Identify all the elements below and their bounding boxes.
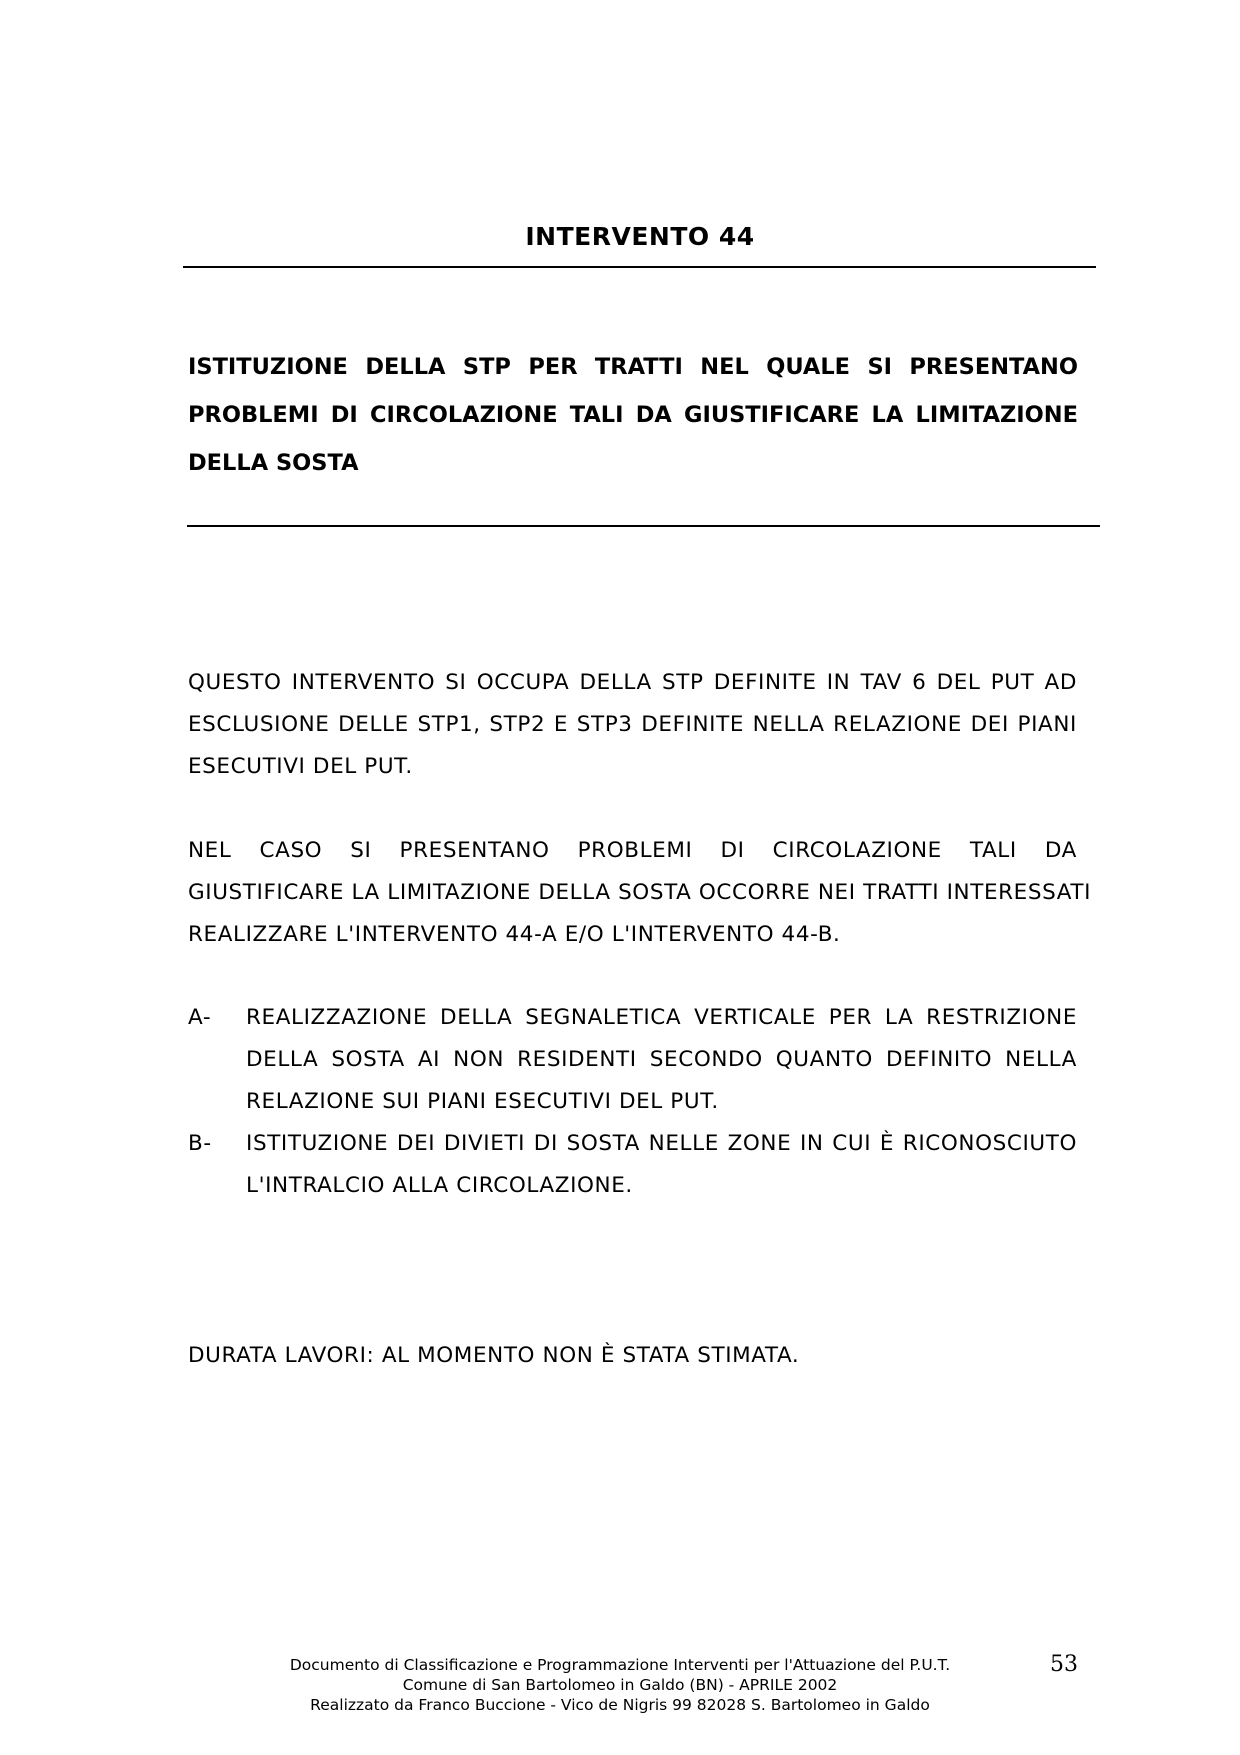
- footer-municipality: Comune di San Bartolomeo in Galdo (BN) - APRILE 2002: [402, 1676, 838, 1694]
- list-marker: B-: [188, 1131, 212, 1156]
- list-item-line: DELLA SOSTA AI NON RESIDENTI SECONDO QUANTO DEFINITO NELLA: [246, 1047, 1077, 1072]
- subject-line: DELLA SOSTA: [188, 450, 359, 476]
- paragraph-line: REALIZZARE L'INTERVENTO 44-A E/O L'INTERVENTO 44-B.: [188, 922, 841, 947]
- paragraph-conditions: [188, 830, 1092, 956]
- paragraph-line: ESCLUSIONE DELLE STP1, STP2 E STP3 DEFINITE NELLA RELAZIONE DEI PIANI: [188, 712, 1077, 737]
- intervention-title: INTERVENTO 44: [525, 222, 755, 251]
- list-item-b: [188, 1123, 1077, 1207]
- footer-document-title: Documento di Classificazione e Programmazione Interventi per l'Attuazione del P.U.T.: [289, 1656, 951, 1674]
- paragraph-line: NEL CASO SI PRESENTANO PROBLEMI DI CIRCOLAZIONE TALI DA: [188, 838, 1077, 863]
- paragraph-line: GIUSTIFICARE LA LIMITAZIONE DELLA SOSTA OCCORRE NEI TRATTI INTERESSATI: [188, 880, 1092, 905]
- title-divider: [183, 266, 1096, 268]
- page-footer: [230, 1655, 1010, 1715]
- list-item-line: REALIZZAZIONE DELLA SEGNALETICA VERTICALE PER LA RESTRIZIONE: [246, 1005, 1077, 1030]
- list-item-line: L'INTRALCIO ALLA CIRCOLAZIONE.: [246, 1173, 633, 1198]
- footer-author: Realizzato da Franco Buccione - Vico de Nigris 99 82028 S. Bartolomeo in Galdo: [310, 1696, 930, 1714]
- page-number: 53: [1050, 1652, 1078, 1677]
- subject-divider: [187, 525, 1100, 527]
- intervention-list: [188, 997, 1077, 1207]
- subject-line: PROBLEMI DI CIRCOLAZIONE TALI DA GIUSTIFICARE LA LIMITAZIONE: [188, 402, 1078, 428]
- paragraph-line: ESECUTIVI DEL PUT.: [188, 754, 413, 779]
- intervention-subject: [188, 343, 1078, 487]
- list-item-line: ISTITUZIONE DEI DIVIETI DI SOSTA NELLE ZONE IN CUI È RICONOSCIUTO: [246, 1131, 1077, 1156]
- paragraph-line: QUESTO INTERVENTO SI OCCUPA DELLA STP DEFINITE IN TAV 6 DEL PUT AD: [188, 670, 1077, 695]
- list-marker: A-: [188, 1005, 212, 1030]
- work-duration: DURATA LAVORI: AL MOMENTO NON È STATA STIMATA.: [188, 1343, 800, 1368]
- paragraph-scope: [188, 662, 1077, 788]
- subject-line: ISTITUZIONE DELLA STP PER TRATTI NEL QUALE SI PRESENTANO: [188, 354, 1078, 380]
- list-item-line: RELAZIONE SUI PIANI ESECUTIVI DEL PUT.: [246, 1089, 719, 1114]
- list-item-a: [188, 997, 1077, 1123]
